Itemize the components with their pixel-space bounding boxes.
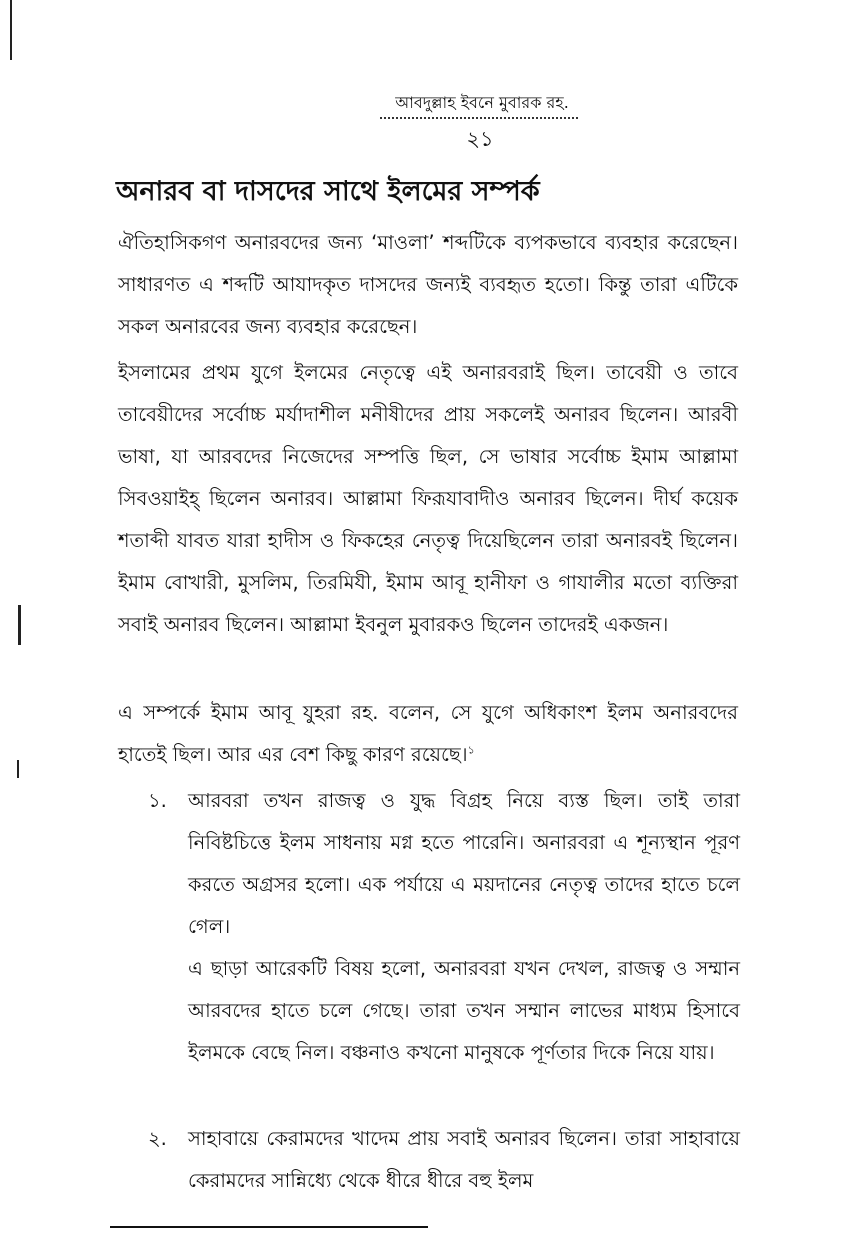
list-number: ২.: [148, 1127, 167, 1150]
list-item-text: সাহাবায়ে কেরামদের খাদেম প্রায় সবাই অনারব ছিলেন। তারা সাহাবায়ে কেরামদের সান্নিধ্যে থেকে ধীরে ধীরে বহু ইলম: [188, 1127, 740, 1192]
list-item-reason-1: [148, 780, 740, 948]
footnote-rule: [110, 1226, 428, 1228]
paragraph-mawla: ঐতিহাসিকগণ অনারবদের জন্য ‘মাওলা’ শব্দটিকে ব্যপকভাবে ব্যবহার করেছেন। সাধারণত এ শব্দটি আযাদকৃত দাসদের জন্যই ব্যবহৃত হতো। কিন্তু তারা এটিকে সকল অনারবের জন্য ব্যবহার করেছেন।: [118, 231, 738, 338]
scan-mark-lower: [17, 760, 19, 778]
paragraph-nonarab-scholars: ইসলামের প্রথম যুগে ইলমের নেতৃত্বে এই অনারবরাই ছিল। তাবেয়ী ও তাবে তাবেয়ীদের সর্বোচ্চ মর্যাদাশীল মনীষীদের প্রায় সকলেই অনারব ছিলেন। আরবী ভাষা, যা আরবদের নিজেদের সম্পত্তি ছিল, সে ভাষার সর্বোচ্চ ইমাম আল্লামা সিবওয়াইহ্ ছিলেন অনারব। আল্লামা ফিরূযাবাদীও অনারব ছিলেন। দীর্ঘ কয়েক শতাব্দী যাবত যারা হাদীস ও ফিকহের নেতৃত্ব দিয়েছিলেন তারা অনারবই ছিলেন। ইমাম বোখারী, মুসলিম, তিরমিযী, ইমাম আবূ হানীফা ও গাযালীর মতো ব্যক্তিরা সবাই অনারব ছিলেন। আল্লামা ইবনুল মুবারকও ছিলেন তাদেরই একজন।: [118, 361, 738, 636]
paragraph-abu-zuhra: [118, 692, 738, 776]
header-rule: [380, 117, 578, 119]
list-item-text: আরবরা তখন রাজত্ব ও যুদ্ধ বিগ্রহ নিয়ে ব্যস্ত ছিল। তাই তারা নিবিষ্টচিত্তে ইলম সাধনায় মগ্ন হতে পারেনি। অনারবরা এ শূন্যস্থান পূরণ করতে অগ্রসর হলো। এক পর্যায়ে এ ময়দানের নেতৃত্ব তাদের হাতে চলে গেল।: [188, 789, 740, 938]
scan-mark-middle: [18, 605, 21, 645]
page-number: ২১: [466, 127, 494, 151]
list-item-continuation: এ ছাড়া আরেকটি বিষয় হলো, অনারবরা যখন দেখল, রাজত্ব ও সম্মান আরবদের হাতে চলে গেছে। তারা তখন সম্মান লাভের মাধ্যম হিসাবে ইলমকে বেছে নিল। বঞ্চনাও কখনো মানুষকে পূর্ণতার দিকে নিয়ে যায়।: [188, 957, 740, 1064]
scan-mark-top: [10, 0, 12, 60]
footnote-marker: ১: [467, 743, 475, 757]
paragraph-abu-zuhra-text: এ সম্পর্কে ইমাম আবূ যুহরা রহ. বলেন, সে যুগে অধিকাংশ ইলম অনারবদের হাতেই ছিল। আর এর বেশ কিছু কারণ রয়েছে।: [118, 701, 738, 766]
section-heading: অনারব বা দাসদের সাথে ইলমের সম্পর্ক: [116, 176, 540, 207]
list-number: ১.: [148, 789, 167, 812]
list-item-reason-2: [148, 1118, 740, 1202]
running-header: আবদুল্লাহ ইবনে মুবারক রহ.: [395, 93, 569, 112]
